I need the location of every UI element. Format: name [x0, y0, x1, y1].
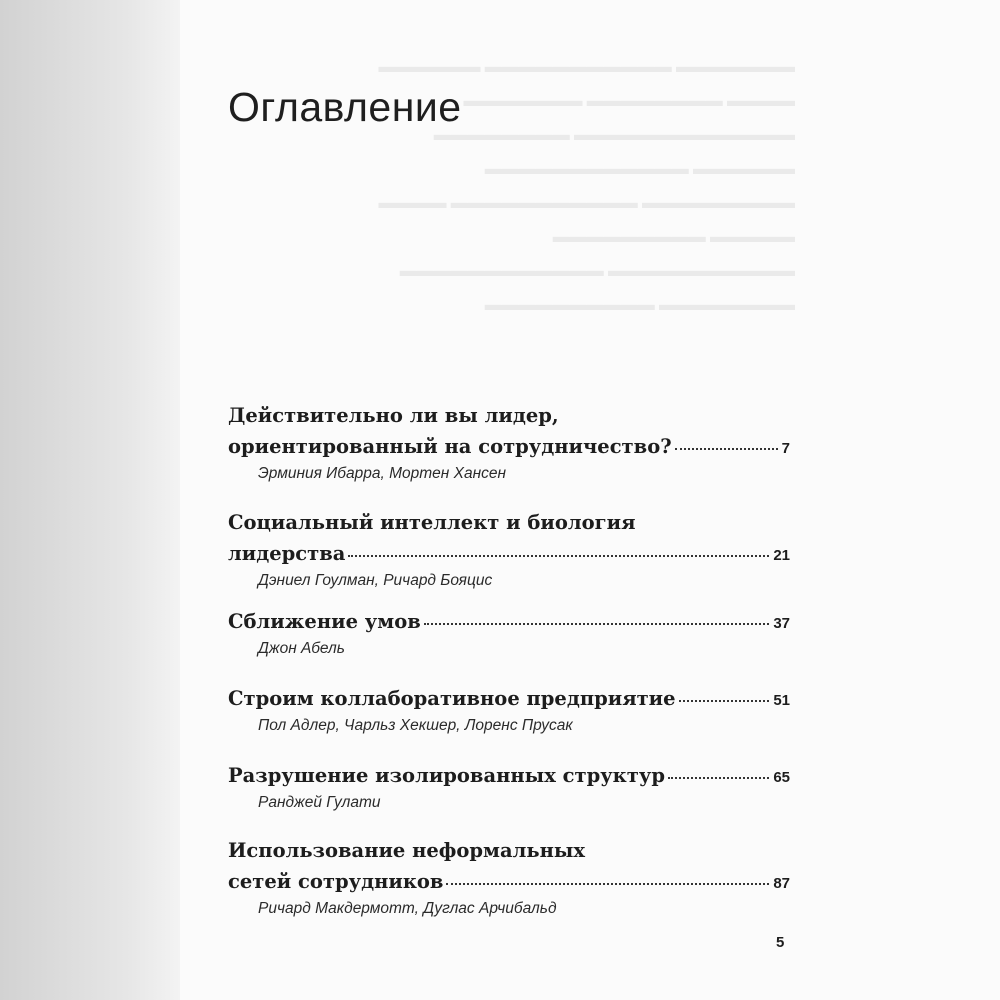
- toc-entry-title: Социальный интеллект и биология: [228, 511, 636, 534]
- toc-page-number: 65: [773, 769, 790, 786]
- toc-entry-title-line: [228, 760, 790, 793]
- toc-entry-title: Строим коллаборативное предприятие: [228, 687, 676, 710]
- toc-page-number: 37: [773, 615, 790, 632]
- dot-leader: [679, 699, 770, 702]
- toc-entry: [228, 507, 790, 591]
- page-number: 5: [776, 934, 785, 951]
- toc-entry-title-line: [228, 606, 790, 639]
- toc-page-number: 21: [773, 547, 790, 564]
- dot-leader: [348, 554, 769, 557]
- toc-entry-title: Разрушение изолированных структур: [228, 764, 665, 787]
- toc-entry-title: Использование неформальных: [228, 839, 586, 862]
- toc-entry-title-line: [228, 683, 790, 716]
- toc-entry-title: Сближение умов: [228, 610, 421, 633]
- toc-entry-title: лидерства: [228, 542, 346, 565]
- toc-entry-title-line: [228, 538, 790, 571]
- page-gutter-shadow: [0, 0, 180, 1000]
- toc-entry-authors: Джон Абель: [258, 640, 345, 657]
- toc-entry: [228, 400, 790, 484]
- page-title: Оглавление: [228, 84, 462, 130]
- toc-page-number: 7: [781, 440, 790, 457]
- toc-entry: [228, 835, 790, 919]
- toc-entry-authors: Дэниел Гоулман, Ричард Бояцис: [258, 572, 493, 589]
- toc-entry-authors: Ричард Макдермотт, Дуглас Арчибальд: [258, 900, 557, 917]
- dot-leader: [446, 882, 769, 885]
- toc-page-number: 51: [773, 692, 790, 709]
- dot-leader: [424, 622, 770, 625]
- toc-entry-title: Действительно ли вы лидер,: [228, 404, 559, 427]
- toc-entry-title-line: [228, 866, 790, 899]
- toc-page-number: 87: [773, 875, 790, 892]
- toc-entry-title-line: [228, 431, 790, 464]
- toc-entry-authors: Ранджей Гулати: [258, 794, 381, 811]
- toc-entry-title: ориентированный на сотрудничество?: [228, 435, 672, 458]
- toc-entry: [228, 683, 790, 736]
- toc-entry-title-line: [228, 835, 790, 866]
- toc-entry-authors: Пол Адлер, Чарльз Хекшер, Лоренс Прусак: [258, 717, 573, 734]
- dot-leader: [675, 447, 778, 450]
- dot-leader: [668, 776, 769, 779]
- toc-entry: [228, 760, 790, 813]
- toc-entry-title: сетей сотрудников: [228, 870, 444, 893]
- toc-entry: [228, 606, 790, 659]
- show-through-texture: ▬▬▬▬▬▬▬ ▬▬▬▬▬▬▬▬▬▬▬ ▬▬▬▬▬▬ ▬▬▬▬ ▬▬▬▬▬▬▬▬ ▬▬▬▬▬▬▬ ▬▬▬▬▬▬▬▬▬▬▬▬▬ ▬▬▬▬▬▬▬▬ ▬▬▬▬▬▬ ▬▬▬▬▬▬▬▬▬▬▬▬ ▬▬▬▬▬▬▬▬▬ ▬▬▬▬▬▬▬▬▬▬▬ ▬▬▬▬ ▬▬▬▬▬ ▬▬▬▬▬▬▬▬▬ ▬▬▬▬▬▬▬▬▬▬▬ ▬▬▬▬▬▬▬▬▬▬▬▬ ▬▬▬▬▬▬▬▬ ▬▬▬▬▬▬▬▬▬▬: [378, 57, 795, 314]
- toc-entry-title-line: [228, 507, 790, 538]
- toc-entry-authors: Эрминия Ибарра, Мортен Хансен: [258, 465, 506, 482]
- toc-entry-title-line: [228, 400, 790, 431]
